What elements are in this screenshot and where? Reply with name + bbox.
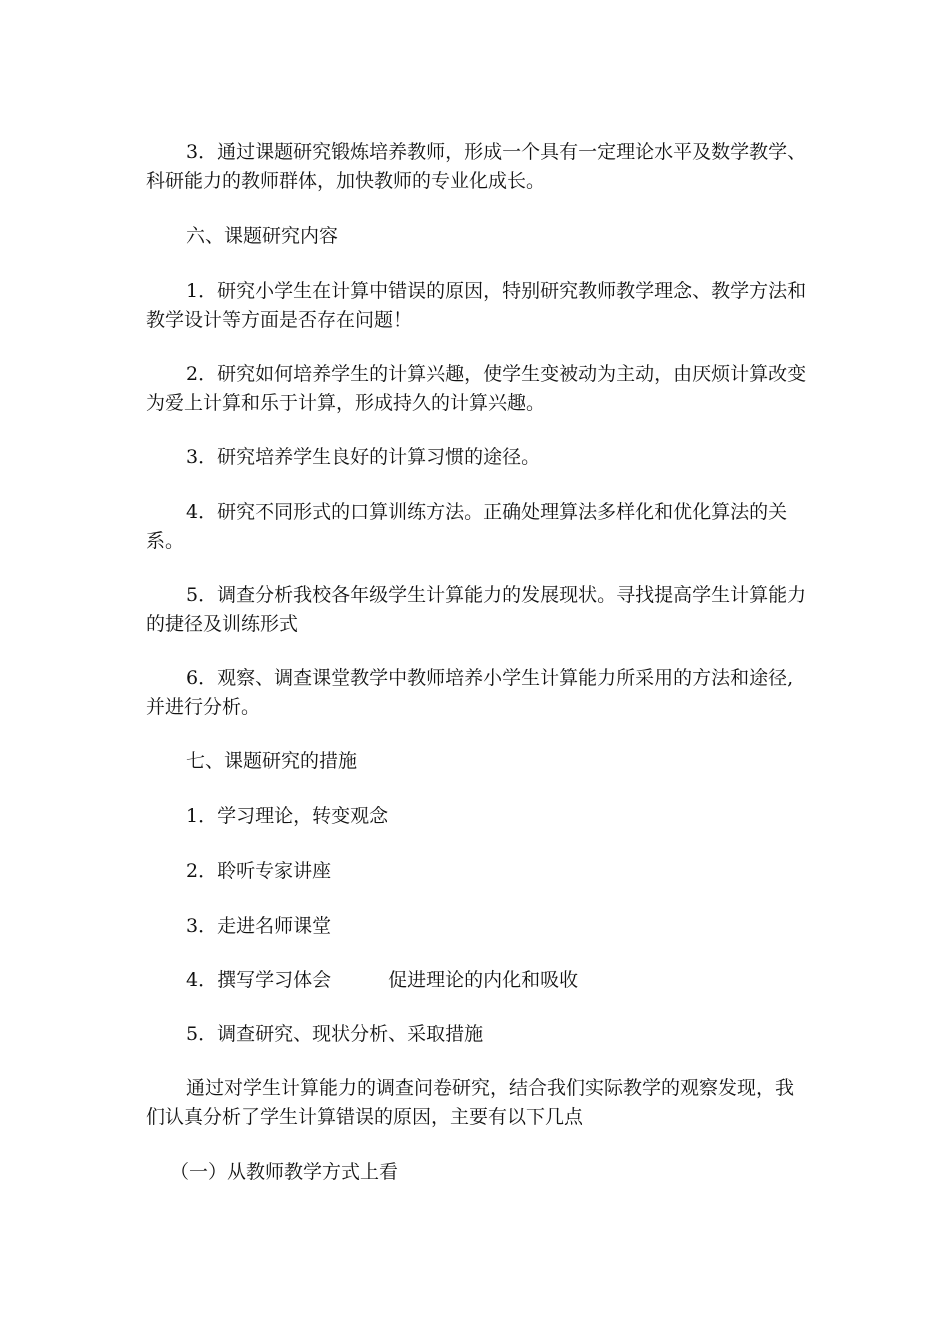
subsection-heading-teaching-method: （一）从教师教学方式上看 [170,1161,399,1183]
paragraph-content-5: 5．调查分析我校各年级学生计算能力的发展现状。寻找提高学生计算能力的捷径及训练形式 [146,584,807,635]
paragraph-goal-3: 3．通过课题研究锻炼培养教师，形成一个具有一定理论水平及数学教学、科研能力的教师群体，加快教师的专业化成长。 [146,141,807,192]
paragraph-analysis-intro: 通过对学生计算能力的调查问卷研究，结合我们实际教学的观察发现，我们认真分析了学生计算错误的原因，主要有以下几点 [146,1077,795,1128]
paragraph-content-6: 6．观察、调查课堂教学中教师培养小学生计算能力所采用的方法和途径,并进行分析。 [146,667,794,718]
paragraph-content-4: 4．研究不同形式的口算训练方法。正确处理算法多样化和优化算法的关系。 [146,501,788,552]
paragraph-measure-2: 2．聆听专家讲座 [186,860,332,882]
paragraph-content-2: 2．研究如何培养学生的计算兴趣，使学生变被动为主动，由厌烦计算改变为爱上计算和乐于计算，形成持久的计算兴趣。 [146,363,807,414]
paragraph-measure-5: 5．调查研究、现状分析、采取措施 [186,1023,484,1045]
paragraph-measure-3: 3．走进名师课堂 [186,915,332,937]
paragraph-content-1: 1．研究小学生在计算中错误的原因，特别研究教师教学理念、教学方法和教学设计等方面是否存在问题！ [146,280,807,331]
section-heading-research-content: 六、课题研究内容 [186,225,339,247]
section-heading-research-measures: 七、课题研究的措施 [186,750,358,772]
paragraph-measure-1: 1．学习理论，转变观念 [186,805,389,827]
paragraph-content-3: 3．研究培养学生良好的计算习惯的途径。 [186,446,541,468]
paragraph-measure-4: 4．撰写学习体会 促进理论的内化和吸收 [186,969,579,991]
